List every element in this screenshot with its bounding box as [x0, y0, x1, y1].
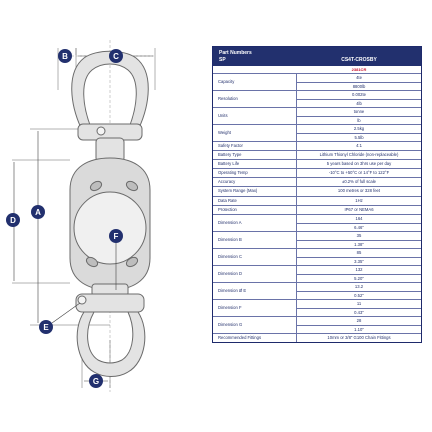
spec-value-line: 2.5kg [297, 125, 421, 134]
dim-label-f [109, 229, 123, 243]
dim-label-c [109, 49, 123, 63]
spec-row [213, 334, 421, 342]
spec-row-label: Accuracy [213, 178, 297, 186]
spec-row-label: Capacity [213, 74, 297, 90]
dim-label-e [39, 320, 53, 334]
spec-row [213, 160, 421, 169]
model-subheader [213, 66, 421, 74]
spec-row-label: Dimension B [213, 232, 297, 248]
spec-value-line: 132 [297, 266, 421, 275]
spec-row-value [297, 125, 421, 141]
model-name: CS4T-CROSBY [341, 57, 377, 63]
spec-row [213, 108, 421, 125]
spec-row-label: Dimension A [213, 215, 297, 231]
spec-row-label: Safety Factor [213, 142, 297, 150]
load-cell-drawing [0, 0, 212, 432]
spec-value-line: 3.35" [354, 258, 364, 264]
spec-rows [213, 74, 421, 342]
spec-row [213, 169, 421, 178]
spec-row-label: Dimension C [213, 249, 297, 265]
spec-row-value [297, 317, 421, 333]
spec-row-label: Dimension Ø E [213, 283, 297, 299]
part-numbers-label: Part Numbers [219, 50, 252, 56]
spec-value-line: 5.20" [354, 275, 364, 281]
spec-row-value [297, 232, 421, 248]
svg-text:B: B [62, 52, 68, 61]
spec-value-line: 28 [297, 317, 421, 326]
spec-row-value: 4:1 [356, 143, 362, 148]
spec-row [213, 206, 421, 215]
spec-value-line: 4te [297, 74, 421, 83]
spec-row-value: -10°C to +50°C or 14°F to 122°F [328, 170, 390, 176]
svg-text:A: A [35, 208, 41, 217]
spec-value-line: 1.10" [354, 326, 364, 332]
svg-text:G: G [92, 377, 100, 386]
spec-row-value: 1Hz [355, 197, 363, 203]
spec-value-line: 5.5lb [354, 135, 364, 140]
spec-row-label: Dimension D [213, 266, 297, 282]
spec-row [213, 317, 421, 334]
spec-row [213, 283, 421, 300]
spec-row [213, 266, 421, 283]
spec-value-line: 0.002te [297, 91, 421, 100]
spec-value-line: 0.43" [354, 309, 364, 315]
spec-value-line: 11 [297, 300, 421, 309]
spec-value-line: 1.38" [354, 241, 364, 247]
spec-row [213, 187, 421, 196]
model-sub: 2381CR [351, 67, 367, 72]
spec-row-value [297, 283, 421, 299]
spec-value-line: tonne [297, 108, 421, 117]
spec-value-line: 164 [297, 215, 421, 224]
spec-value-line: 6.46" [354, 224, 364, 230]
spec-row [213, 300, 421, 317]
spec-row-value: Lithium Thionyl Chloride (non-replaceable) [319, 152, 399, 158]
spec-row-label: Operating Temp [213, 169, 297, 177]
spec-row-label: Recommended Fittings [213, 334, 297, 342]
spec-row-value [297, 249, 421, 265]
spec-row-value [297, 74, 421, 90]
svg-text:F: F [113, 232, 119, 241]
spec-row [213, 151, 421, 160]
spec-row [213, 215, 421, 232]
spec-row-label: Weight [213, 125, 297, 141]
spec-row [213, 249, 421, 266]
dim-label-d [6, 213, 20, 227]
spec-value-line: 13.2 [297, 283, 421, 292]
spec-value-line: 4lb [356, 101, 362, 106]
svg-text:C: C [113, 52, 119, 61]
svg-text:D: D [10, 216, 16, 225]
spec-row-label: Dimension F [213, 300, 297, 316]
spec-row-value [297, 215, 421, 231]
spec-row [213, 197, 421, 206]
spec-row-value [297, 300, 421, 316]
dim-label-a [31, 205, 45, 219]
spec-row-value: 10mm or 3/8" G100 Chain Fittings [327, 334, 391, 340]
spec-value-line: 0.52" [354, 292, 364, 298]
sp-label: SP [219, 57, 226, 63]
svg-text:E: E [43, 323, 49, 332]
dim-label-g [89, 374, 103, 388]
spec-row-value [297, 108, 421, 124]
spec-table [212, 46, 422, 343]
spec-row-value: 100 metres or 328 feet [337, 188, 381, 194]
spec-row-value [297, 91, 421, 107]
spec-table-header [213, 47, 421, 66]
spec-row [213, 91, 421, 108]
spec-row [213, 178, 421, 187]
spec-row-label: Resolution [213, 91, 297, 107]
spec-row-label: System Range (Max) [213, 187, 297, 195]
spec-row-label: Dimension G [213, 317, 297, 333]
spec-row [213, 74, 421, 91]
spec-row [213, 125, 421, 142]
spec-value-line: 35 [297, 232, 421, 241]
spec-row-label: Protection [213, 206, 297, 214]
spec-row-value: 5 years based on 3hrs use per day [326, 161, 392, 167]
spec-value-line: 8800lb [352, 84, 366, 89]
spec-value-line: 85 [297, 249, 421, 258]
spec-row-label: Units [213, 108, 297, 124]
dim-label-b [58, 49, 72, 63]
spec-row-value [297, 266, 421, 282]
spec-row-value: ±0.2% of full scale [342, 179, 376, 185]
spec-row [213, 142, 421, 151]
spec-row-label: Battery Type [213, 151, 297, 159]
spec-row-label: Battery Life [213, 160, 297, 168]
spec-value-line: lb [357, 118, 361, 123]
spec-row-value: IP67 or NEMA6 [344, 206, 374, 212]
spec-row-label: Data Rate [213, 197, 297, 205]
spec-row [213, 232, 421, 249]
